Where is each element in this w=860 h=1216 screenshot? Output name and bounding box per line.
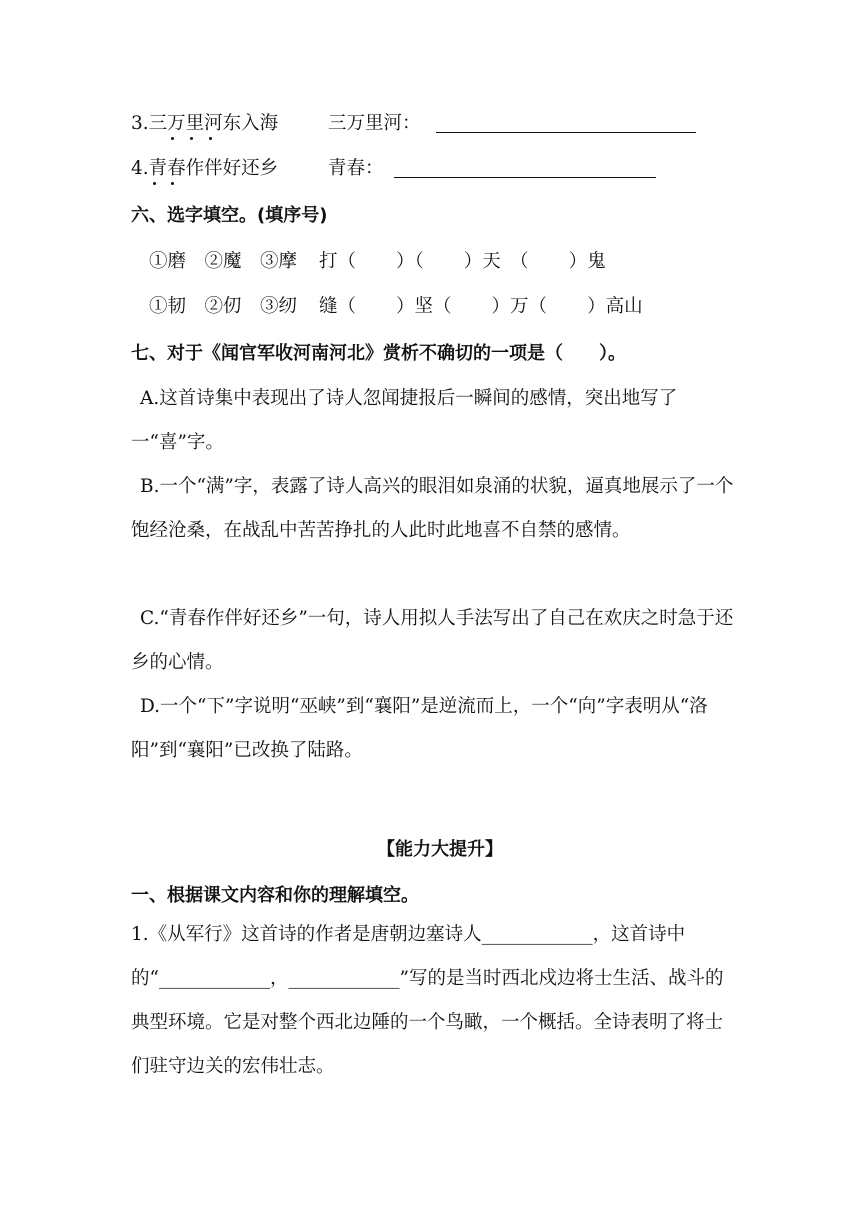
section-title: 一、根据课文内容和你的理解填空。 <box>131 885 419 906</box>
answer-blank[interactable]: ____________ <box>158 968 270 989</box>
option-c: C.“青春作伴好还乡”一句，诗人用拟人手法写出了自己在欢庆之时急于还乡的心情。 <box>131 608 734 673</box>
char-options: ①韧 ②仞 ③纫 <box>149 296 298 317</box>
ability-heading: 【能力大提升】 <box>377 839 503 860</box>
term-label: 三万里河： <box>327 113 421 134</box>
question-1: 1.《从军行》这首诗的作者是唐朝边塞诗人____________，这首诗中的“____________，____________”写的是当时西北戍边将士生活、战斗的典型环境。它是对整个西北边陲的一个鸟瞰，一个概括。全诗表明了将士们驻守边关的宏伟壮志。 <box>131 924 724 1077</box>
vocab-item-4 <box>131 155 383 183</box>
item-number: 4. <box>131 158 149 179</box>
poem-phrase: 青春作伴好还乡 <box>149 158 279 179</box>
option-a: A.这首诗集中表现出了诗人忽闻捷报后一瞬间的感情，突出地写了一“喜”字。 <box>131 388 678 453</box>
section-title: 七、对于《闻官军收河南河北》赏析不确切的一项是（ ）。 <box>131 343 626 364</box>
answer-blank[interactable] <box>436 132 696 133</box>
vocab-item-3 <box>131 110 420 138</box>
option-d: D.一个“下”字说明“巫峡”到“襄阳”是逆流而上，一个“向”字表明从“洛阳”到“襄阳”已改换了陆路。 <box>131 696 708 761</box>
item-number: 3. <box>131 113 149 134</box>
section-title: 六、选字填空。(填序号) <box>131 205 328 226</box>
fill-row-1: ①磨 ②魔 ③摩 打（ ）（ ）天 （ ）鬼 <box>149 251 606 272</box>
term-label: 青春： <box>327 158 384 179</box>
answer-blank[interactable]: ____________ <box>288 968 400 989</box>
answer-blank[interactable] <box>394 177 656 178</box>
char-options: ①磨 ②魔 ③摩 <box>149 251 298 272</box>
option-b: B.一个“满”字，表露了诗人高兴的眼泪如泉涌的状貌，逼真地展示了一个饱经沧桑，在战乱中苦苦挣扎的人此时此地喜不自禁的感情。 <box>131 476 734 541</box>
poem-phrase: 三万里河东入海 <box>149 113 279 134</box>
fill-row-2: ①韧 ②仞 ③纫 缝（ ）坚（ ）万（ ）高山 <box>149 296 643 317</box>
answer-blank[interactable]: ____________ <box>481 924 593 945</box>
